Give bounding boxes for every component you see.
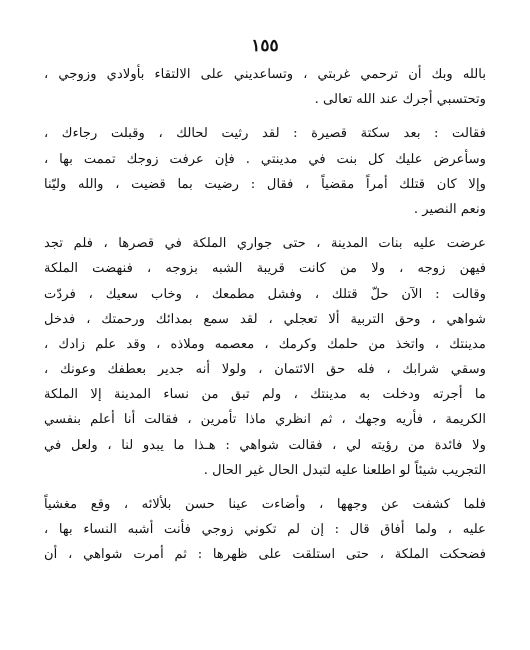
paragraph-gap (44, 222, 486, 231)
text-line: وإلا كان قتلك أمراً مقضياً ، فقال : رضيت بما قضيت ، والله وليّنا (44, 176, 486, 192)
text-line: وسأعرض عليك كل بنت في مدينتي . فإن عرفت زوجك تممت بها ، (44, 151, 486, 167)
text-line: فلما كشفت عن وجهها ، وأضاءت عينا حسن بلألائه ، وقع مغشياً (44, 497, 486, 512)
text-line: بالله وبك أن ترحمي غربتي ، وتساعديني على الالتقاء بأولادي وزوجي ، (44, 67, 486, 82)
text-line: مدينتك ، واتخذ من حلمك وكرمك ، معصمه وملاذه ، وقد علم زادك ، (44, 336, 486, 352)
text-line: ما أجرته ودخلت به مدينتك ، ولم تبق من نساء المدينة إلا الملكة (44, 387, 486, 403)
text-line: عرضت عليه بنات المدينة ، حتى جواري الملكة في قصرها ، فلم تجد (44, 236, 486, 252)
text-line: عليه ، ولما أفاق قال : إن لم تكوني زوجي فأنت أشبه النساء بها ، (44, 522, 486, 538)
page-number: ١٥٥ (251, 36, 279, 56)
text-line: التجريب شيئاً لو اطلعنا عليه لتبدل الحال غير الحال . (203, 462, 486, 478)
text-line: وسقي شرابك ، فله حق الائتمان ، ولولا أنه جدير بعطفك وعونك ، (44, 362, 486, 378)
text-line: فيهن زوجه ، ولا من كانت قريبة الشبه بزوجه ، فنهضت الملكة (44, 261, 486, 277)
text-line: ونعم النصير . (413, 201, 486, 217)
text-line: شواهي ، وحق التربية ألا تعجلي ، لقد سمع بمدائك ورحمتك ، فدخل (44, 311, 486, 327)
text-line: الكريمة ، فأريه وجهك ، ثم انظري ماذا تأمرين ، فقالت أنا أعلم بنفسي (44, 412, 486, 428)
paragraph-gap (44, 112, 486, 121)
text-line: ولا فائدة من رؤيته لي ، فقالت شواهي : هـذا ما يبدو لنا ، ولعل في (44, 437, 486, 453)
paragraph-gap (44, 483, 486, 492)
text-line: فضحكت الملكة ، حتى استلقت على ظهرها : ثم أمرت شواهي ، أن (44, 547, 486, 563)
body-text (44, 62, 486, 568)
text-line: فقالت : بعد سكتة قصيرة : لقد رثيت لحالك ، وقبلت رجاءك ، (44, 126, 486, 142)
text-line: وتحتسبي أجرك عند الله تعالى . (314, 92, 486, 108)
text-line: وقالت : الآن حلّ قتلك ، وفشل مطمعك ، وخاب سعيك ، فردّت (44, 286, 486, 302)
